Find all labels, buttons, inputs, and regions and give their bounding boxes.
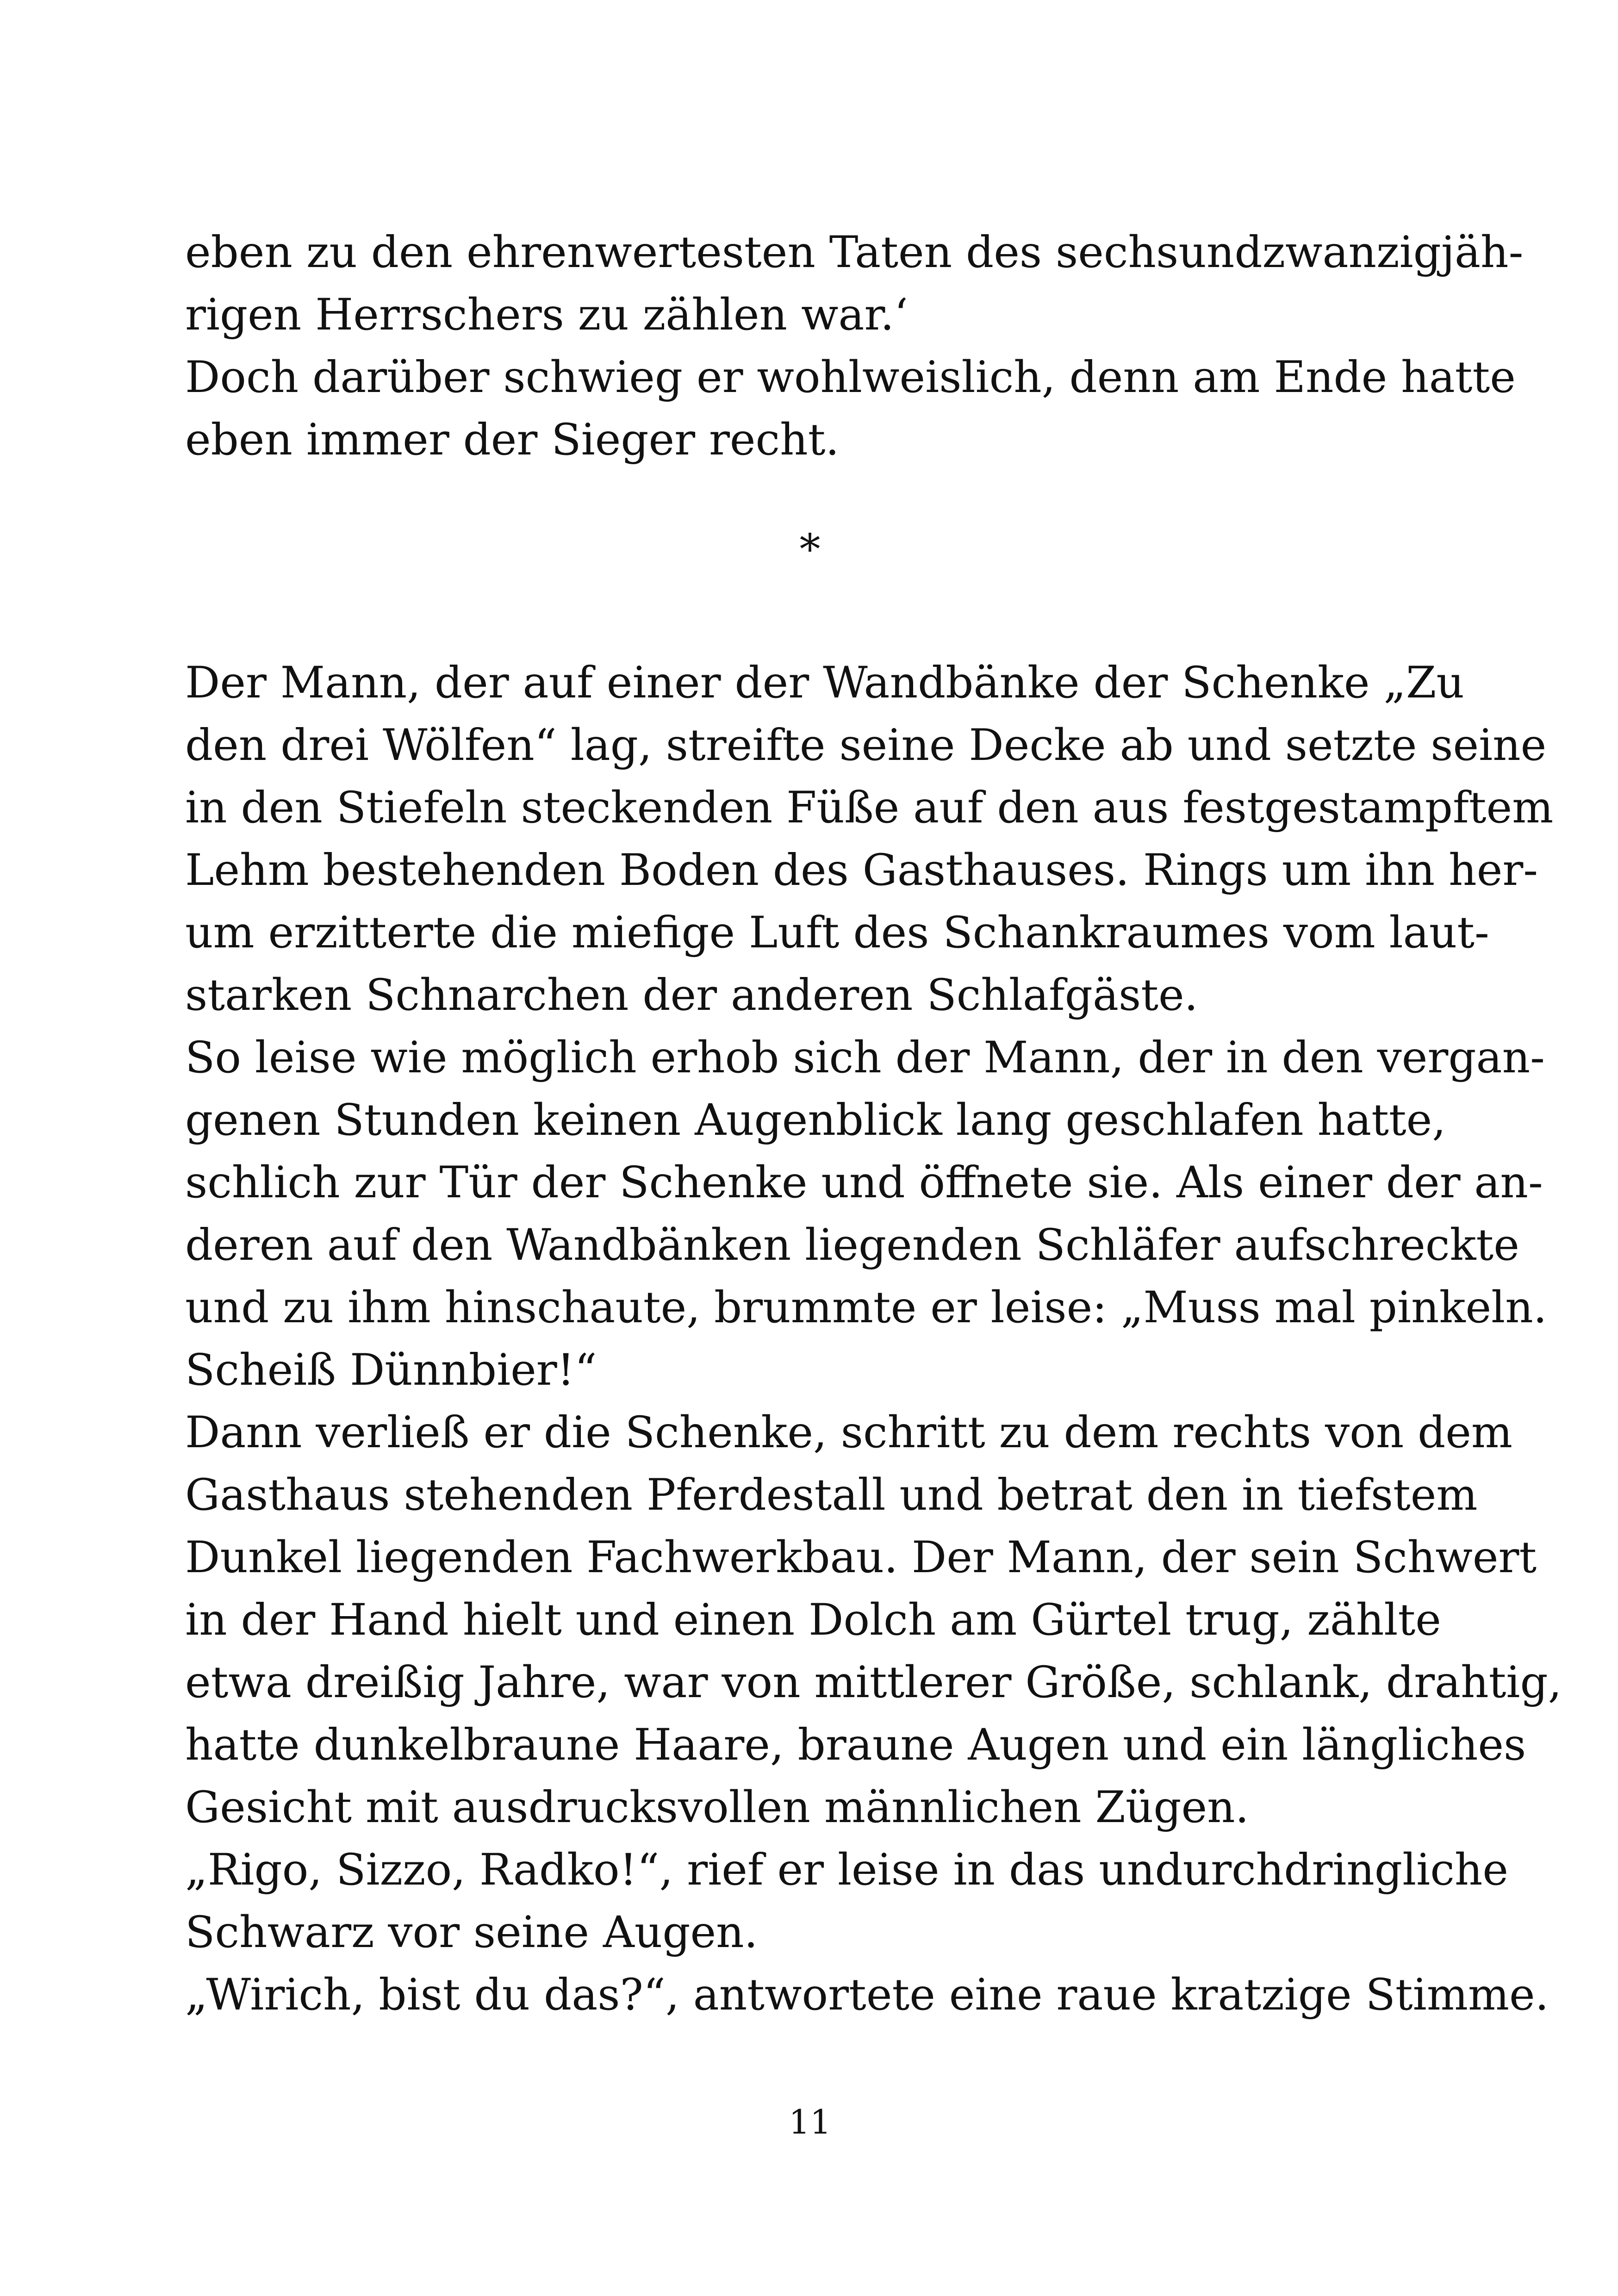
text-line: eben zu den ehrenwertesten Taten des sechsundzwanzigjäh- (185, 227, 1524, 278)
text-line: Dann verließ er die Schenke, schritt zu dem rechts von dem (185, 1407, 1513, 1458)
page-number: 11 (789, 2103, 831, 2141)
text-line: schlich zur Tür der Schenke und öffnete sie. Als einer der an- (185, 1157, 1543, 1208)
text-line: Der Mann, der auf einer der Wandbänke der Schenke „Zu (185, 658, 1464, 708)
text-line: um erzitterte die miefige Luft des Schankraumes vom laut- (185, 908, 1489, 958)
text-line: den drei Wölfen“ lag, streifte seine Decke ab und setzte seine (185, 720, 1547, 771)
text-line: Gasthaus stehenden Pferdestall und betrat den in tiefstem (185, 1470, 1478, 1520)
text-line: „Wirich, bist du das?“, antwortete eine raue kratzige Stimme. (185, 1970, 1549, 2020)
text-line: hatte dunkelbraune Haare, braune Augen und ein längliches (185, 1720, 1526, 1770)
text-line: Dunkel liegenden Fachwerkbau. Der Mann, der sein Schwert (185, 1532, 1537, 1583)
text-line: Scheiß Dünnbier!“ (185, 1345, 597, 1395)
section-separator: * (799, 525, 821, 574)
paragraph-block-main (185, 652, 1562, 2026)
text-line: Lehm bestehenden Boden des Gasthauses. Rings um ihn her- (185, 845, 1538, 896)
text-line: deren auf den Wandbänken liegenden Schläfer aufschreckte (185, 1220, 1519, 1270)
text-line: rigen Herrschers zu zählen war.‘ (185, 290, 908, 340)
text-line: etwa dreißig Jahre, war von mittlerer Größe, schlank, drahtig, (185, 1657, 1562, 1708)
text-line: „Rigo, Sizzo, Radko!“, rief er leise in das undurchdringliche (185, 1845, 1509, 1895)
text-line: in der Hand hielt und einen Dolch am Gürtel trug, zählte (185, 1595, 1441, 1645)
text-line: Gesicht mit ausdrucksvollen männlichen Zügen. (185, 1782, 1249, 1833)
text-line: Doch darüber schwieg er wohlweislich, denn am Ende hatte (185, 352, 1516, 403)
text-line: genen Stunden keinen Augenblick lang geschlafen hatte, (185, 1095, 1446, 1145)
text-line: und zu ihm hinschaute, brummte er leise: „Muss mal pinkeln. (185, 1282, 1547, 1333)
text-line: in den Stiefeln steckenden Füße auf den aus festgestampftem (185, 783, 1554, 833)
text-line: Schwarz vor seine Augen. (185, 1907, 758, 1958)
text-line: starken Schnarchen der anderen Schlafgäste. (185, 970, 1198, 1020)
text-line: So leise wie möglich erhob sich der Mann, der in den vergan- (185, 1033, 1545, 1083)
text-line: eben immer der Sieger recht. (185, 415, 840, 465)
paragraph-block-top (185, 221, 1524, 471)
